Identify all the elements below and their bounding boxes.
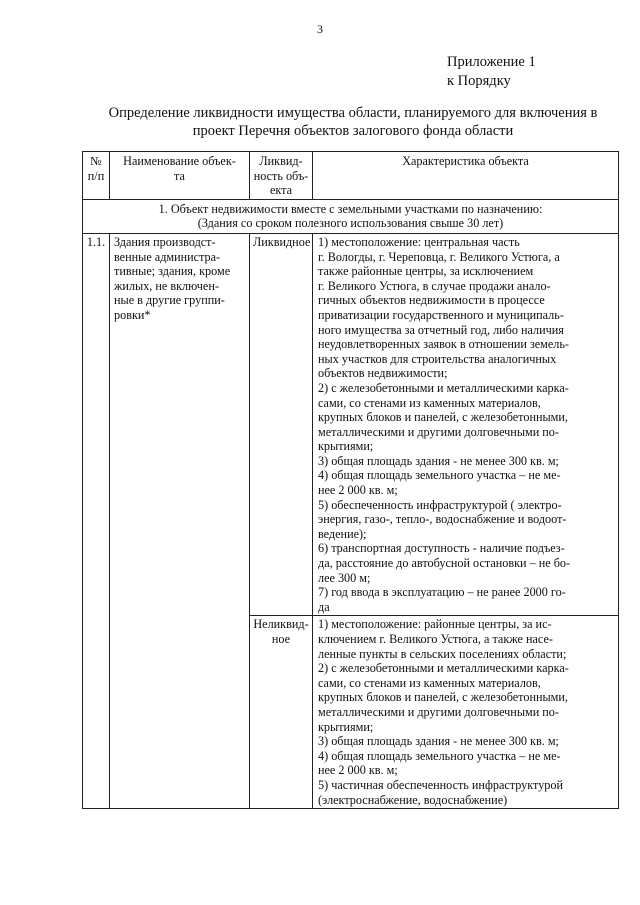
header-liquidity-line: екта	[269, 183, 293, 198]
characteristic-line: лее 300 м;	[318, 570, 371, 585]
characteristic-line: нее 2 000 кв. м;	[318, 483, 398, 498]
characteristic-line: г. Вологды, г. Череповца, г. Великого Устюга, а	[318, 249, 560, 264]
characteristic-line: ного имущества за отчетный год, либо наличия	[318, 322, 564, 337]
appendix-heading	[447, 53, 536, 91]
liquidity-table	[82, 151, 619, 809]
header-name	[110, 152, 250, 200]
title-line-1: Определение ликвидности имущества области, планируемого для включения в	[108, 105, 598, 121]
characteristic-line: энергия, газо-, тепло-, водоснабжение и водоот-	[318, 512, 567, 527]
section-line-2: (Здания со сроком полезного использования свыше 30 лет)	[197, 216, 504, 231]
section-row	[83, 199, 619, 233]
title-line-2: проект Перечня объектов залогового фонда области	[192, 123, 514, 139]
header-liquidity-line: Ликвид-	[259, 154, 303, 168]
table-header-row	[83, 152, 619, 200]
characteristic-line: 4) общая площадь земельного участка – не ме-	[318, 748, 561, 763]
object-name-line: венные администра-	[114, 249, 221, 264]
characteristic-line: крытиями;	[318, 719, 374, 734]
characteristic-line: металлическими и другими долговечными по-	[318, 424, 559, 439]
characteristic-line: 3) общая площадь здания - не менее 300 кв. м;	[318, 453, 559, 468]
header-num-line: №	[90, 154, 102, 168]
characteristic-line: нее 2 000 кв. м;	[318, 763, 398, 778]
illiquid-label-line: ное	[271, 632, 291, 646]
characteristic-line: 1) местоположение: районные центры, за ис-	[318, 617, 552, 632]
characteristic-line: 5) частичная обеспеченность инфраструктурой	[318, 777, 563, 792]
object-name-line: тивные; здания, кроме	[114, 264, 231, 279]
section-cell	[83, 199, 619, 233]
characteristic-line: 2) с железобетонными и металлическими карка-	[318, 380, 569, 395]
section-line-1: 1. Объект недвижимости вместе с земельными участками по назначению:	[158, 201, 543, 216]
characteristic-line: крупных блоков и панелей, с железобетонными,	[318, 410, 568, 425]
object-name-line: жилых, не включен-	[114, 278, 219, 293]
page-number: 3	[317, 22, 323, 36]
characteristic-line: объектов недвижимости;	[318, 366, 448, 381]
characteristic-line: сами, со стенами из каменных материалов,	[318, 395, 541, 410]
characteristic-line: 3) общая площадь здания - не менее 300 кв. м;	[318, 734, 559, 749]
characteristic-line: приватизации государственного и муниципаль-	[318, 307, 564, 322]
characteristic-line: 6) транспортная доступность - наличие подъез-	[318, 541, 565, 556]
characteristic-line: крытиями;	[318, 439, 374, 454]
header-num	[83, 152, 110, 200]
header-name-line: та	[174, 168, 185, 183]
characteristic-line: 5) обеспеченность инфраструктурой ( электро-	[318, 497, 562, 512]
characteristic-line: крупных блоков и панелей, с железобетонными,	[318, 690, 568, 705]
characteristic-line: 2) с железобетонными и металлическими карка-	[318, 661, 569, 676]
characteristic-line: сами, со стенами из каменных материалов,	[318, 675, 541, 690]
illiquid-label	[250, 616, 313, 809]
liquid-characteristics	[313, 233, 619, 615]
appendix-line-2: к Порядку	[447, 73, 511, 89]
characteristic-line: ных участков для строительства аналогичных	[318, 351, 557, 366]
header-num-line: п/п	[87, 168, 105, 183]
characteristic-line: 1) местоположение: центральная часть	[318, 234, 520, 249]
object-name-line: Здания производст-	[114, 234, 216, 249]
illiquid-characteristics	[313, 616, 619, 809]
row-number: 1.1.	[83, 233, 110, 808]
object-name-line: ные в другие группи-	[114, 293, 225, 308]
header-name-line: Наименование объек-	[123, 154, 236, 168]
characteristic-line: (электроснабжение, водоснабжение)	[318, 792, 508, 807]
characteristic-line: гичных объектов недвижимости в процессе	[318, 293, 545, 308]
characteristic-line: 7) год ввода в эксплуатацию – не ранее 2000 го-	[318, 585, 566, 600]
characteristic-line: 4) общая площадь земельного участка – не ме-	[318, 468, 561, 483]
characteristic-line: ведение);	[318, 526, 367, 541]
object-name	[110, 233, 250, 808]
document-title	[84, 104, 622, 140]
appendix-line-1: Приложение 1	[447, 54, 536, 70]
illiquid-label-line: Неликвид-	[253, 617, 309, 632]
characteristic-line: неудовлетворенных заявок в отношении земель-	[318, 337, 569, 352]
table-row	[83, 233, 619, 615]
header-characteristics: Характеристика объекта	[313, 152, 619, 200]
characteristic-line: ленные пункты в сельских поселениях области;	[318, 646, 567, 661]
header-liquidity	[250, 152, 313, 200]
liquid-label: Ликвидное	[250, 233, 313, 615]
characteristic-line: ключением г. Великого Устюга, а также насе-	[318, 632, 553, 646]
characteristic-line: также районные центры, за исключением	[318, 264, 534, 279]
header-liquidity-line: ность объ-	[253, 168, 309, 183]
characteristic-line: г. Великого Устюга, в случае продажи анало-	[318, 278, 551, 293]
characteristic-line: металлическими и другими долговечными по-	[318, 704, 559, 719]
object-name-line: ровки*	[114, 307, 151, 322]
characteristic-line: да, расстояние до автобусной остановки – не бо-	[318, 556, 571, 571]
characteristic-line: да	[318, 599, 330, 614]
